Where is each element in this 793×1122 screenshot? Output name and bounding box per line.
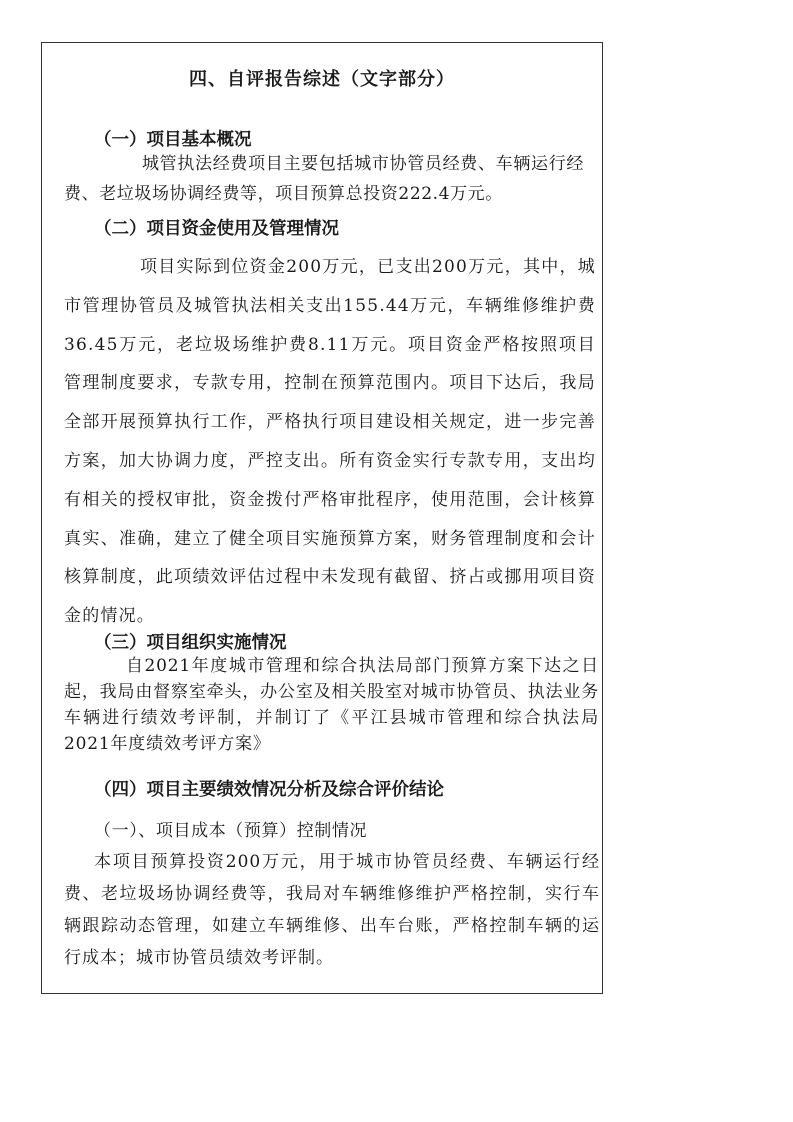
section-1-heading: （一）项目基本概况: [94, 130, 252, 150]
section-3-body: 自2021年度城市管理和综合执法局部门预算方案下达之日起，我局由督察室牵头，办公室及相关股室对城市协管员、执法业务车辆进行绩效考评制，并制订了《平江县城市管理和综合执法局2021年度绩效考评方案》: [64, 656, 599, 754]
section-3-heading: （三）项目组织实施情况: [94, 633, 287, 653]
report-frame: [41, 42, 603, 994]
section-2-heading: （二）项目资金使用及管理情况: [94, 219, 339, 239]
section-1-body: 城管执法经费项目主要包括城市协管员经费、车辆运行经费、老垃圾场协调经费等，项目预算总投资222.4万元。: [64, 154, 584, 204]
section-4-subheading: （一）、项目成本（预算）控制情况: [94, 821, 368, 841]
document-title: 四、自评报告综述（文字部分）: [189, 69, 455, 90]
section-4-heading: （四）项目主要绩效情况分析及综合评价结论: [94, 780, 444, 800]
section-4-body: 本项目预算投资200万元，用于城市协管员经费、车辆运行经费、老垃圾场协调经费等，我局对车辆维修维护严格控制，实行车辆跟踪动态管理，如建立车辆维修、出车台账，严格控制车辆的运行成本；城市协管员绩效考评制。: [64, 852, 600, 968]
section-2-body: 项目实际到位资金200万元，已支出200万元，其中，城市管理协管员及城管执法相关支出155.44万元，车辆维修维护费36.45万元，老垃圾场维护费8.11万元。项目资金严格按照项目管理制度要求，专款专用，控制在预算范围内。项目下达后，我局全部开展预算执行工作，严格执行项目建设相关规定，进一步完善方案，加大协调力度，严控支出。所有资金实行专款专用，支出均有相关的授权审批，资金拨付严格审批程序，使用范围，会计核算真实、准确，建立了健全项目实施预算方案，财务管理制度和会计核算制度，此项绩效评估过程中未发现有截留、挤占或挪用项目资金的情况。: [64, 257, 596, 627]
